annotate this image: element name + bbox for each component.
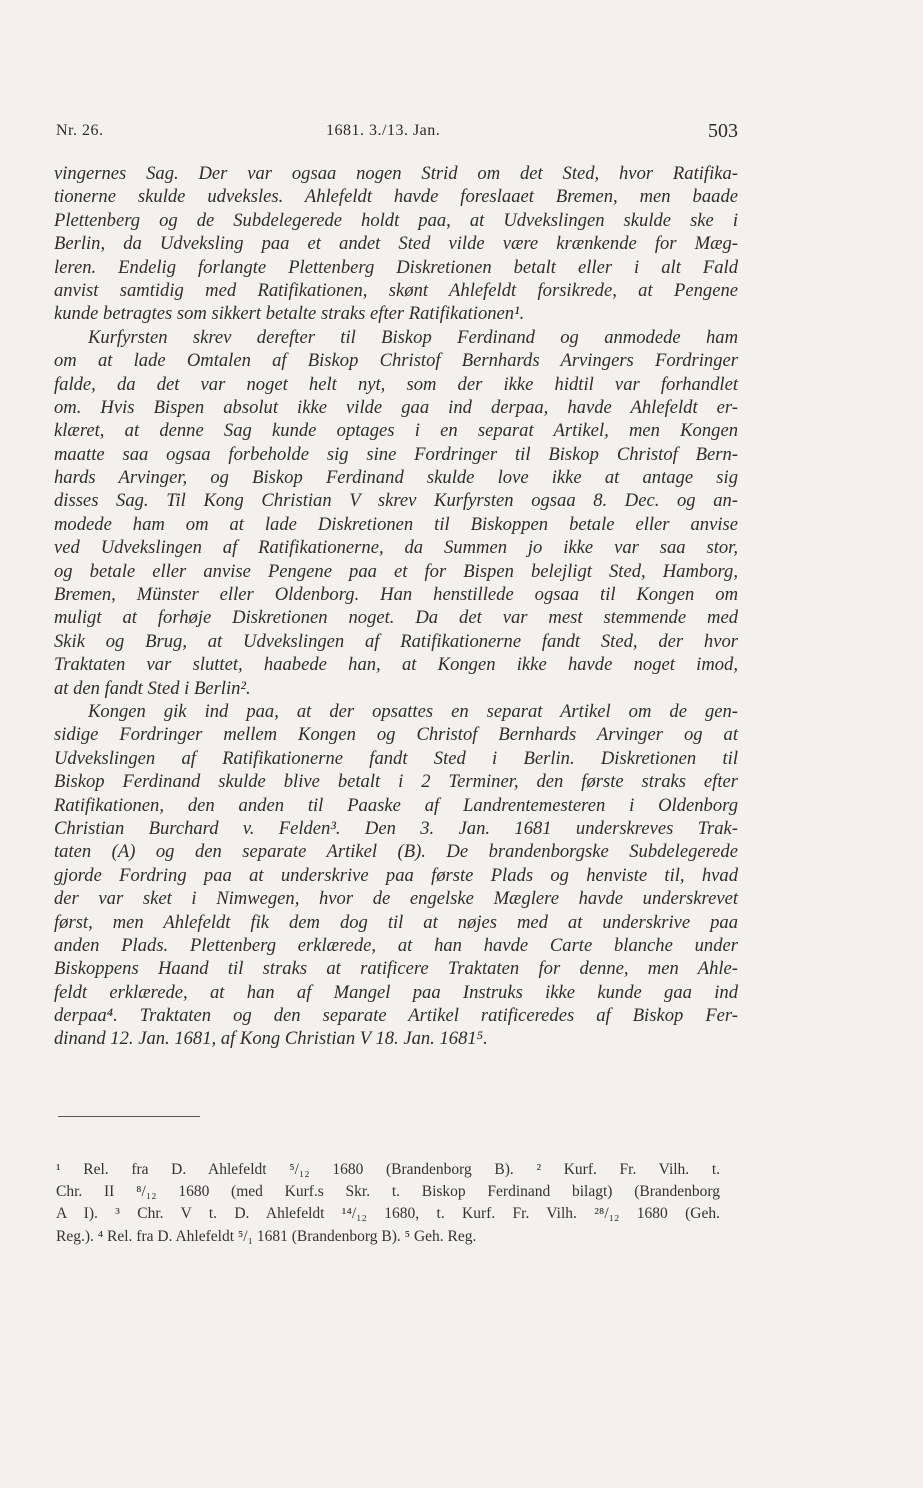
text-line: anvist samtidig med Ratifikationen, skønt Ahlefeldt forsikrede, at Pengene [54,279,738,301]
text-line: gjorde Fordring paa at underskrive paa første Plads og henviste til, hvad [54,864,738,886]
text-line: modede ham om at lade Diskretionen til Biskoppen betale eller anvise [54,513,738,535]
document-number: Nr. 26. [56,122,104,139]
text-line: Bremen, Münster eller Oldenborg. Han henstillede ogsaa til Kongen om [54,584,738,606]
text-line: om at lade Omtalen af Biskop Christof Bernhards Arvingers Fordringer [54,350,738,372]
text-line: disses Sag. Til Kong Christian V skrev Kurfyrsten ogsaa 8. Dec. og an- [54,490,738,512]
text-line: Plettenberg og de Subdelegerede holdt paa, at Udvekslingen skulde ske i [54,209,738,231]
text-line: hards Arvinger, og Biskop Ferdinand skulde love ikke at antage sig [54,467,738,489]
footnotes [56,1159,720,1248]
text-line: Christian Burchard v. Felden³. Den 3. Jan. 1681 underskreves Trak- [54,817,738,839]
text-line: og betale eller anvise Pengene paa et for Bispen belejligt Sted, Hamborg, [54,560,738,582]
text-line: om. Hvis Bispen absolut ikke vilde gaa ind derpaa, havde Ahlefeldt er- [54,396,738,418]
running-header [56,122,738,146]
page-number: 503 [708,120,738,142]
text-line: Skik og Brug, at Udvekslingen af Ratifikationerne fandt Sted, der hvor [54,630,738,652]
footnote-line: ¹ Rel. fra D. Ahlefeldt ⁵/₁₂ 1680 (Brandenborg B). ² Kurf. Fr. Vilh. t. [56,1161,720,1178]
footnote-line: Reg.). ⁴ Rel. fra D. Ahlefeldt ⁵/₁ 1681 (Brandenborg B). ⁵ Geh. Reg. [56,1227,477,1245]
footnote-line: A I). ³ Chr. V t. D. Ahlefeldt ¹⁴/₁₂ 1680, t. Kurf. Fr. Vilh. ²⁸/₁₂ 1680 (Geh. [56,1205,720,1223]
text-line: Berlin, da Udveksling paa et andet Sted vilde være krænkende for Mæg- [54,233,738,255]
text-line: kunde betragtes som sikkert betalte straks efter Ratifikationen¹. [54,303,525,325]
text-line: tionerne skulde udveksles. Ahlefeldt havde foreslaaet Bremen, men baade [54,186,738,208]
text-line: muligt at forhøje Diskretionen noget. Da det var mest stemmende med [54,607,738,629]
text-line: Kurfyrsten skrev derefter til Biskop Ferdinand og anmodede ham [88,326,738,348]
text-line: falde, da det var noget helt nyt, som der ikke hidtil var forhandlet [54,373,738,395]
text-line: Udvekslingen af Ratifikationerne fandt Sted i Berlin. Diskretionen til [54,747,738,769]
text-line: ved Udvekslingen af Ratifikationerne, da Summen jo ikke var saa stor, [54,537,738,559]
text-line: først, men Ahlefeldt fik dem dog til at nøjes med at underskrive paa [54,911,738,933]
text-line: taten (A) og den separate Artikel (B). De brandenborgske Subdelegerede [54,841,738,863]
text-line: Kongen gik ind paa, at der opsattes en separat Artikel om de gen- [88,700,738,722]
text-line: maatte saa ogsaa forbeholde sig sine Fordringer til Biskop Christof Bern- [54,443,738,465]
text-line: Traktaten var sluttet, haabede han, at Kongen ikke havde noget imod, [54,654,738,676]
text-line: sidige Fordringer mellem Kongen og Christof Bernhards Arvinger og at [54,724,738,746]
text-line: dinand 12. Jan. 1681, af Kong Christian V 18. Jan. 1681⁵. [54,1028,488,1050]
text-line: leren. Endelig forlangte Plettenberg Diskretionen betalt eller i alt Fald [54,256,738,278]
footnote-divider [58,1116,200,1117]
text-line: vingernes Sag. Der var ogsaa nogen Strid om det Sted, hvor Ratifika- [54,163,738,184]
text-line: feldt erklærede, at han af Mangel paa Instruks ikke kunde gaa ind [54,981,738,1003]
text-line: derpaa⁴. Traktaten og den separate Artikel ratificeredes af Biskop Fer- [54,1005,738,1027]
text-line: Biskoppens Haand til straks at ratificere Traktaten for denne, men Ahle- [54,958,738,980]
text-line: klæret, at denne Sag kunde optages i en separat Artikel, men Kongen [54,420,738,442]
text-line: der var sket i Nimwegen, hvor de engelske Mæglere havde underskrevet [54,888,738,910]
text-line: Ratifikationen, den anden til Paaske af Landrentemesteren i Oldenborg [54,794,738,816]
text-line: anden Plads. Plettenberg erklærede, at han havde Carte blanche under [54,934,738,956]
header-date: 1681. 3./13. Jan. [326,122,441,139]
text-line: Biskop Ferdinand skulde blive betalt i 2 Terminer, den første straks efter [54,771,738,793]
footnote-line: Chr. II ⁸/₁₂ 1680 (med Kurf.s Skr. t. Biskop Ferdinand bilagt) (Brandenborg [56,1183,720,1201]
text-line: at den fandt Sted i Berlin². [54,677,251,699]
body-text [54,162,738,1051]
